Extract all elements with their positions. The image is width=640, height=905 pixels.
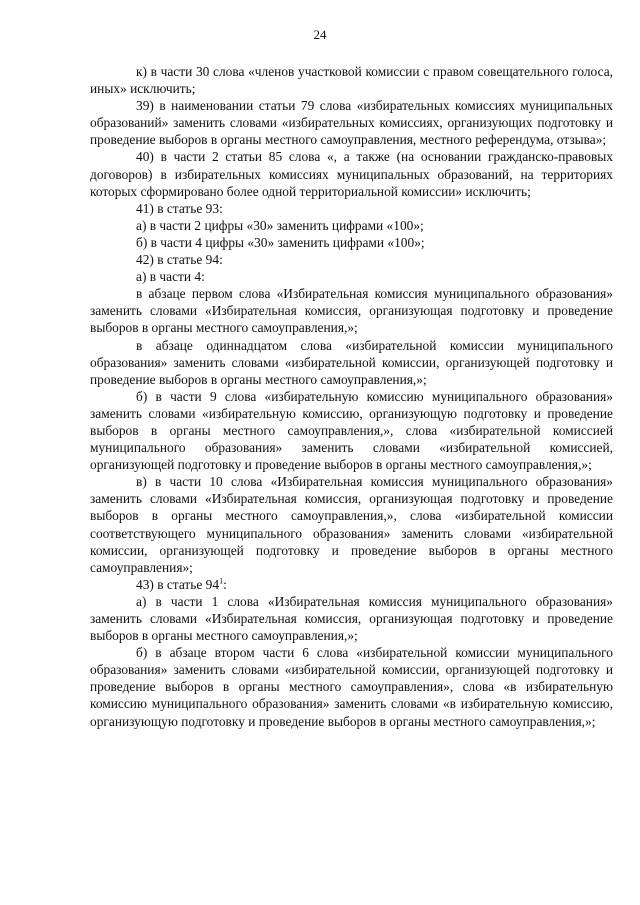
paragraph-42-a-first-abzac: в абзаце первом слова «Избирательная комиссия муниципального образования» заменить словами «Избирательная комиссия, организующая подготовку и проведение выборов в органы местного самоуправления,»; — [90, 286, 613, 336]
paragraph-43-text: 43) в статье 94 — [136, 576, 220, 592]
paragraph-40: 40) в части 2 статьи 85 слова «, а также (на основании гражданско-правовых договоров) в избирательных комиссиях муниципальных образований, на территориях которых сформировано более одной территориальной комиссии» исключить; — [90, 149, 613, 199]
paragraph-42-a: а) в части 4: — [136, 269, 205, 285]
paragraph-43-a: а) в части 1 слова «Избирательная комиссия муниципального образования» заменить словами «Избирательная комиссия, организующая подготовку и проведение выборов в органы местного самоуправления,»; — [90, 593, 613, 644]
paragraph-42-a-eleventh-abzac: в абзаце одиннадцатом слова «избирательной комиссии муниципального образования» заменить словами «избирательной комиссии, организующей подготовку и проведение выборов в органы местного самоуправления,»; — [90, 337, 613, 387]
document-body — [90, 63, 613, 730]
paragraph-42: 42) в статье 94: — [136, 252, 223, 268]
paragraph-42-b: б) в части 9 слова «избирательную комиссию муниципального образования» заменить словами «избирательную комиссию, организующую подготовку и проведение выборов в органы местного самоуправления,», слова «избирательной комиссией муниципального образования» заменить словами «избирательной комиссией, организующей подготовку и проведение выборов в органы местного самоуправления,»; — [90, 388, 613, 473]
paragraph-42-v: в) в части 10 слова «Избирательная комиссия муниципального образования» заменить словами «Избирательная комиссия, организующая подготовку и проведение выборов в органы местного самоуправления,», слова «избирательной комиссии соответствующего муниципального образования» заменить словами «избирательной комиссии, организующей подготовку и проведение выборов в органы местного самоуправления»; — [90, 474, 613, 575]
paragraph-41-b: б) в части 4 цифры «30» заменить цифрами «100»; — [136, 234, 425, 250]
paragraph-41-a: а) в части 2 цифры «30» заменить цифрами «100»; — [136, 217, 424, 233]
paragraph-43-colon: : — [223, 576, 227, 592]
superscript-index: 1 — [219, 576, 224, 586]
paragraph-43-b: б) в абзаце втором части 6 слова «избирательной комиссии муниципального образования» заменить словами «избирательной комиссии, организующей подготовку и проведение выборов в органы местного самоуправления», слова «в избирательную комиссию муниципального образования» заменить словами «в избирательную комиссию, организующую подготовку и проведение выборов в органы местного самоуправления,»; — [90, 645, 613, 729]
paragraph-39: 39) в наименовании статьи 79 слова «избирательных комиссиях муниципальных образований» заменить словами «избирательных комиссиях, организующих подготовку и проведение выборов в органы местного самоуправления, местного референдума, отзыва»; — [90, 98, 613, 148]
paragraph-41: 41) в статье 93: — [136, 200, 223, 216]
paragraph-k-part-30: к) в части 30 слова «членов участковой комиссии с правом совещательного голоса, иных» исключить; — [90, 64, 613, 97]
page-number: 24 — [313, 27, 327, 42]
paragraph-43 — [90, 576, 613, 593]
